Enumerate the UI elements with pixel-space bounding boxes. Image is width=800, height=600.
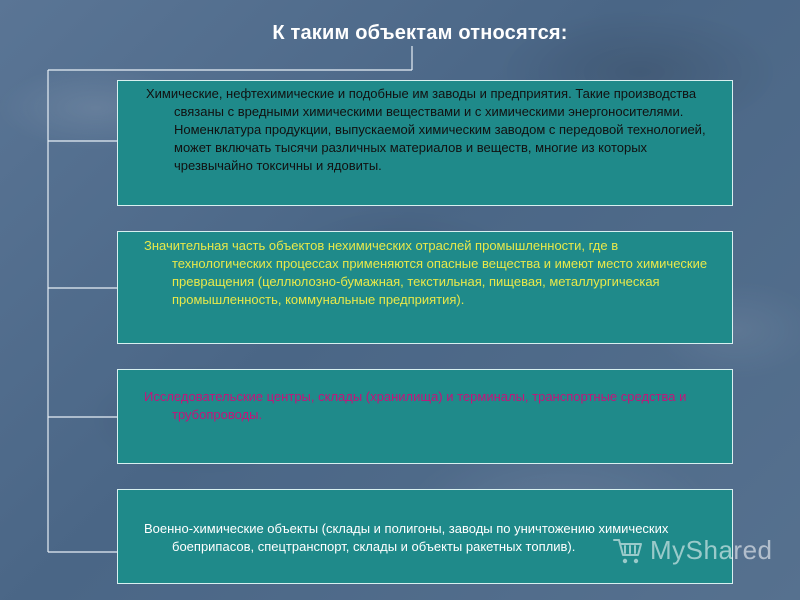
watermark bbox=[612, 535, 773, 566]
cart-icon bbox=[612, 536, 644, 566]
object-text-research-storage: Исследовательские центры, склады (хранилища) и терминалы, транспортные средства и трубопроводы. bbox=[144, 389, 687, 422]
object-box-non-chemical-industry bbox=[117, 231, 733, 344]
watermark-text: MyShared bbox=[650, 535, 773, 565]
object-text-chemical-plants: Химические, нефтехимические и подобные им заводы и предприятия. Такие производства связаны с вредными химическими веществами и с химическими энергоносителями. Номенклатура продукции, выпускаемой химическим заводом с передовой технологией, может включать тысячи различных материалов и веществ, многие из которых чрезвычайно токсичны и ядовиты. bbox=[146, 86, 706, 173]
slide-title: К таким объектам относятся: bbox=[272, 22, 568, 44]
object-text-military-chemical: Военно-химические объекты (склады и полигоны, заводы по уничтожению химических боеприпасов, спецтранспорт, склады и объекты ракетных топлив). bbox=[144, 521, 669, 554]
object-box-research-storage bbox=[117, 369, 733, 464]
object-box-chemical-plants bbox=[117, 80, 733, 206]
object-text-non-chemical-industry: Значительная часть объектов нехимических отраслей промышленности, где в технологических процессах применяются опасные вещества и имеют место химические превращения (целлюлозно-бумажная, текстильная, пищевая, металлургическая промышленность, коммунальные предприятия). bbox=[144, 238, 708, 307]
